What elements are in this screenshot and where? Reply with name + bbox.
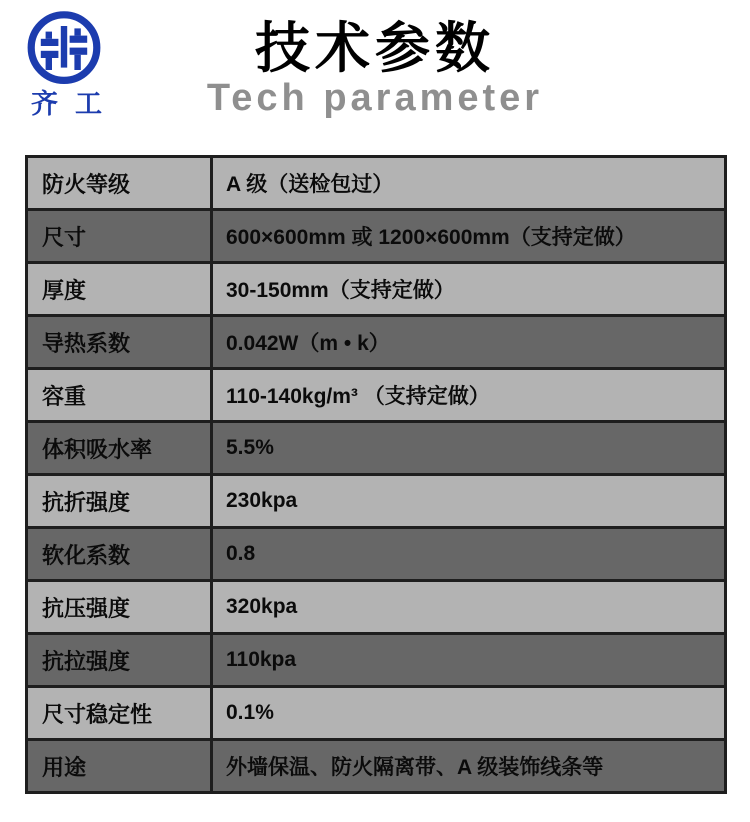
brand-name: 齐工 [31,89,119,119]
page-header [0,0,750,130]
param-value: 5.5% [226,436,274,459]
table-row [28,423,724,476]
table-row [28,635,724,688]
param-label: 厚度 [28,264,213,314]
param-value: A 级（送检包过） [226,173,394,196]
table-row [28,317,724,370]
param-label: 软化系数 [28,529,213,579]
page-title: 技术参数 [254,17,495,79]
param-value: 600×600mm 或 1200×600mm（支持定做） [226,226,636,249]
table-row [28,370,724,423]
param-label: 尺寸 [28,211,213,261]
param-value: 外墙保温、防火隔离带、A 级装饰线条等 [226,756,604,779]
param-value: 110-140kg/m³ （支持定做） [226,385,490,408]
param-value: 230kpa [226,489,298,512]
param-value: 320kpa [226,595,298,618]
param-label: 防火等级 [28,158,213,208]
param-value: 30-150mm（支持定做） [226,279,455,302]
table-row [28,264,724,317]
param-value: 0.8 [226,542,256,565]
table-row [28,476,724,529]
param-label: 尺寸稳定性 [28,688,213,738]
param-label: 导热系数 [28,317,213,367]
brand-logo [14,10,119,119]
tech-table [25,155,727,794]
param-label: 体积吸水率 [28,423,213,473]
param-label: 抗折强度 [28,476,213,526]
table-row [28,158,724,211]
param-value: 0.042W（m • k） [226,332,390,355]
param-value: 110kpa [226,648,297,671]
table-row [28,741,724,794]
param-label: 用途 [28,741,213,791]
param-label: 抗压强度 [28,582,213,632]
param-label: 容重 [28,370,213,420]
param-value: 0.1% [226,701,274,724]
page-subtitle: Tech parameter [206,76,544,119]
table-row [28,688,724,741]
param-label: 抗拉强度 [28,635,213,685]
table-row [28,529,724,582]
table-row [28,211,724,264]
table-row [28,582,724,635]
qigong-logo-icon [24,10,104,86]
